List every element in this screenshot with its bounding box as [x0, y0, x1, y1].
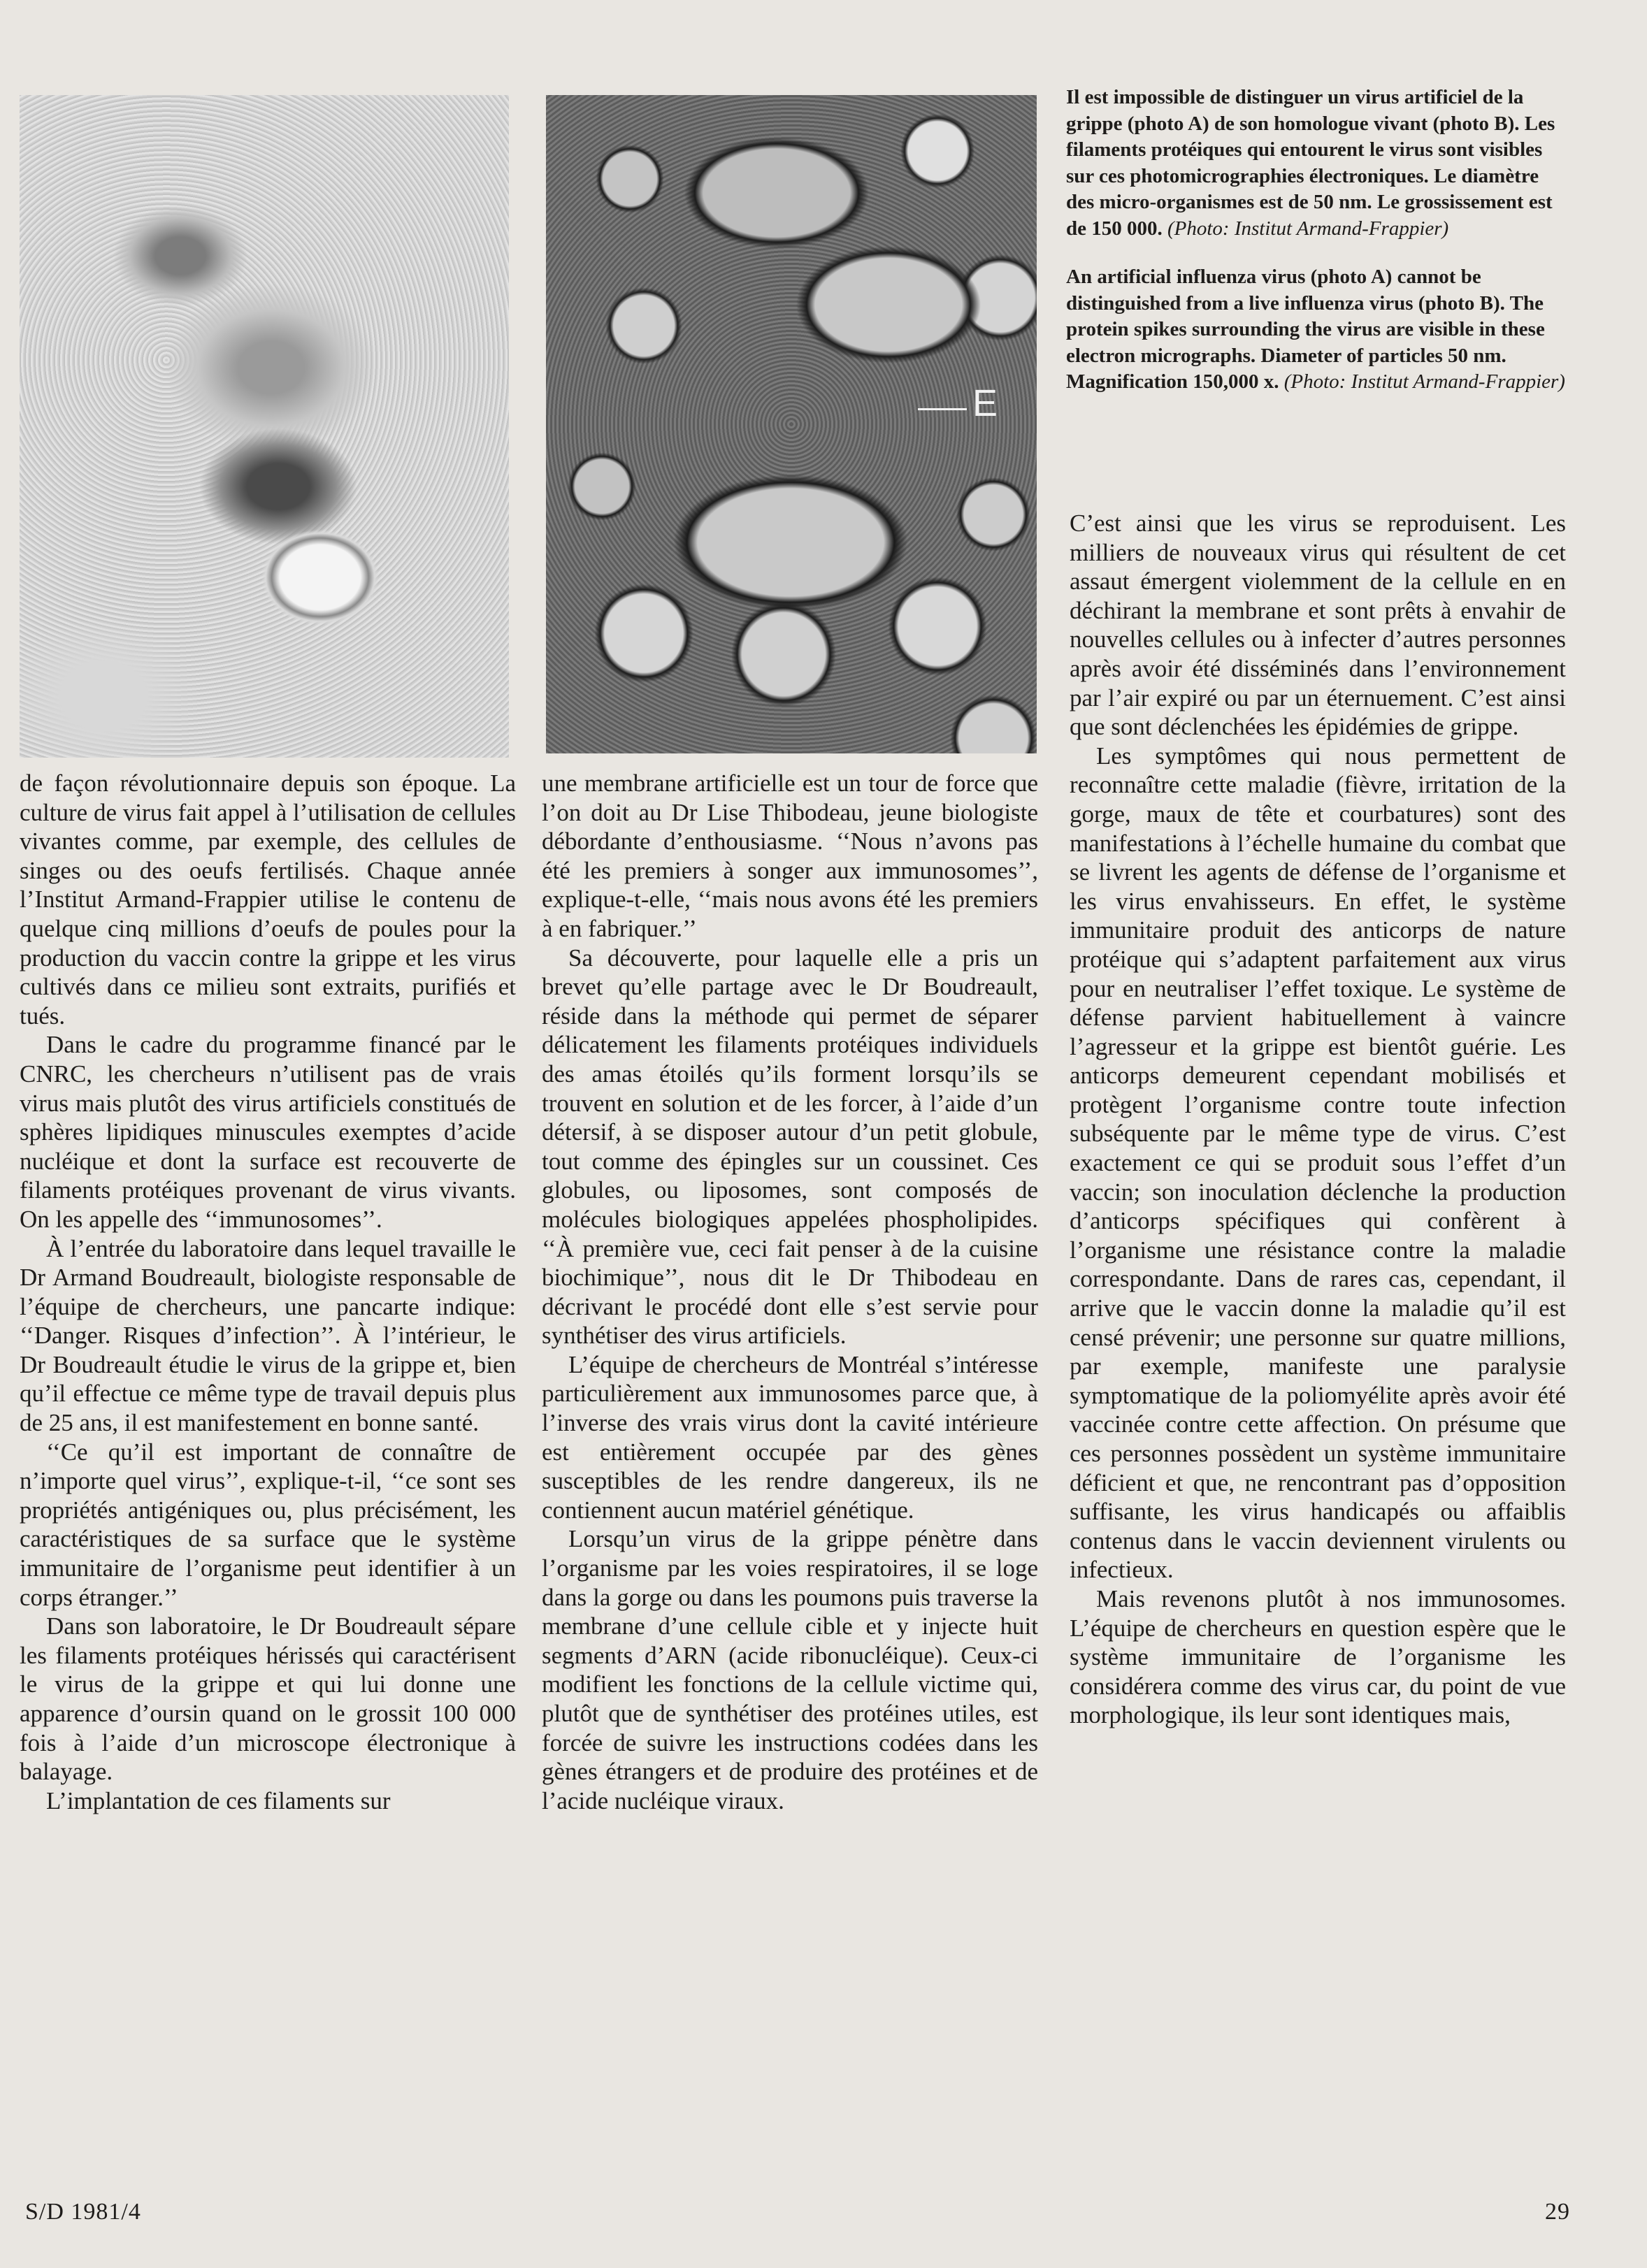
paragraph: ‘‘Ce qu’il est important de connaître de n’importe quel virus’’, explique-t-il, ‘‘ce sont ses propriétés antigéniques ou, plus précisément, les caractéristiques de sa surface que le système immunitaire de l’organisme peut identifier à un corps étranger.’’ — [20, 1438, 516, 1611]
caption-english-credit: (Photo: Institut Armand-Frappier) — [1283, 370, 1565, 393]
paragraph: L’implantation de ces filaments sur — [46, 1786, 391, 1814]
body-column-3 — [1070, 509, 1566, 1730]
photo-a-artificial-virus-micrograph — [20, 95, 509, 758]
paragraph: Sa découverte, pour laquelle elle a pris un brevet qu’elle partage avec le Dr Boudreault, réside dans la méthode qui permet de séparer délicatement les filaments protéiques individuels des amas étoilés qu’ils forment lorsqu’ils se trouvent en solution et de les forcer, à l’aide d’un détersif, à se disposer autour d’un petit globule, tout comme des épingles sur un coussinet. Ces globules, ou liposomes, sont composés de molécules biologiques appelées phospholipides. ‘‘À première vue, ceci fait penser à de la cuisine biochimique’’, nous dit le Dr Thibodeau en décrivant le procédé dont elle s’est servie pour synthétiser des virus artificiels. — [542, 944, 1038, 1350]
paragraph: Mais revenons plutôt à nos immunosomes. L’équipe de chercheurs en question espère que le système immunitaire de l’organisme les considérera comme des virus car, du point de vue morphologique, ils leur sont identiques mais, — [1070, 1584, 1566, 1729]
page-number: 29 — [1545, 2199, 1570, 2225]
paragraph: de façon révolutionnaire depuis son époque. La culture de virus fait appel à l’utilisation de cellules vivantes comme, par exemple, des cellules de singes ou des oeufs fertilisés. Chaque année l’Institut Armand-Frappier utilise le contenu de quelque cinq millions d’oeufs de poules pour la production du vaccin contre la grippe et les virus cultivés dans ce milieu sont extraits, purifiés et tués. — [20, 770, 516, 1030]
caption-english — [1066, 264, 1568, 396]
photo-captions — [1066, 85, 1568, 396]
paragraph: Dans le cadre du programme financé par le CNRC, les chercheurs n’utilisent pas de vrais virus mais plutôt des virus artificiels constitués de sphères lipidiques minuscules exemptes d’acide nucléique et dont la surface est recouverte de filaments protéiques provenant de virus vivants. On les appelle des ‘‘immunosomes’’. — [20, 1031, 516, 1233]
photo-label-pointer — [918, 408, 967, 410]
issue-folio: S/D 1981/4 — [25, 2199, 141, 2225]
paragraph: L’équipe de chercheurs de Montréal s’intéresse particulièrement aux immunosomes parce que, à l’inverse des vrais virus dont la cavité intérieure est entièrement occupée par des gènes susceptibles de les rendre dangereux, ils ne contiennent aucun matériel génétique. — [542, 1350, 1038, 1524]
paragraph: une membrane artificielle est un tour de force que l’on doit au Dr Lise Thibodeau, jeune biologiste débordante d’enthousiasme. ‘‘Nous n’avons pas été les premiers à songer aux immunosomes’’, explique-t-elle, ‘‘mais nous avons été les premiers à en fabriquer.’’ — [542, 770, 1038, 942]
body-column-1 — [20, 769, 516, 1815]
caption-french-credit: (Photo: Institut Armand-Frappier) — [1167, 217, 1449, 240]
body-column-2 — [542, 769, 1038, 1815]
paragraph: Lorsqu’un virus de la grippe pénètre dans l’organisme par les voies respiratoires, il se loge dans la gorge ou dans les poumons puis traverse la membrane d’une cellule cible et y injecte huit segments d’ARN (acide ribonucléique). Ceux-ci modifient les fonctions de la cellule victime qui, plutôt que de synthétiser des protéines utiles, est forcée de suivre les instructions codées dans les gènes étrangers et de produire des protéines et de l’acide nucléique viraux. — [542, 1525, 1038, 1814]
photo-b-live-virus-micrograph — [546, 95, 1037, 753]
paragraph: C’est ainsi que les virus se reproduisent. Les milliers de nouveaux virus qui résultent de cet assaut émergent violemment de la cellule en en déchirant la membrane et sont prêts à envahir de nouvelles cellules ou à infecter d’autres personnes après avoir été disséminés dans l’environnement par l’air expiré ou par un éternuement. C’est ainsi que sont déclenchées les épidémies de grippe. — [1070, 510, 1566, 741]
paragraph: À l’entrée du laboratoire dans lequel travaille le Dr Armand Boudreault, biologiste responsable de l’équipe de chercheurs, une pancarte indique: ‘‘Danger. Risques d’infection’’. À l’intérieur, le Dr Boudreault étudie le virus de la grippe et, bien qu’il effectue ce même type de travail depuis plus de 25 ans, il est manifestement en bonne santé. — [20, 1234, 516, 1437]
caption-french-text: Il est impossible de distinguer un virus artificiel de la grippe (photo A) de son homologue vivant (photo B). Les filaments protéiques qui entourent le virus sont visibles sur ces photomicrographies électroniques. Le diamètre des micro-organismes est de 50 nm. Le grossissement est de 150 000. — [1066, 86, 1555, 240]
caption-english-text: An artificial influenza virus (photo A) cannot be distinguished from a live influenza virus (photo B). The protein spikes surrounding the virus are visible in these electron micrographs. Diameter of particles 50 nm. Magnification 150,000 x. — [1066, 266, 1545, 393]
caption-french — [1066, 85, 1568, 242]
photo-label-e: E — [972, 382, 998, 424]
paragraph: Dans son laboratoire, le Dr Boudreault sépare les filaments protéiques hérissés qui caractérisent le virus de la grippe et qui lui donne une apparence d’oursin quand on le grossit 100 000 fois à l’aide d’un microscope électronique à balayage. — [20, 1612, 516, 1786]
paragraph: Les symptômes qui nous permettent de reconnaître cette maladie (fièvre, irritation de la gorge, maux de tête et courbatures) sont des manifestations à l’échelle humaine du combat que se livrent les agents de défense de l’organisme et les virus envahisseurs. En effet, le système immunitaire produit des anticorps de nature protéique qui s’adaptent parfaitement aux virus pour en neutraliser l’effet toxique. Le système de défense parvient habituellement à vaincre l’agresseur et la grippe est bientôt guérie. Les anticorps demeurent cependant mobilisés et protègent l’organisme contre toute infection subséquente par le même type de virus. C’est exactement ce qui se produit sous l’effet d’un vaccin; son inoculation déclenche la production d’anticorps spécifiques qui confèrent à l’organisme une résistance contre la maladie correspondante. Dans de rares cas, cependant, il arrive que le vaccin donne la maladie qu’il est censé prévenir; une personne sur quatre millions, par exemple, manifeste une paralysie symptomatique de la poliomyélite après avoir été vaccinée contre cette affection. On présume que ces personnes possèdent un système immunitaire déficient et que, ne rencontrant pas d’opposition suffisante, les virus handicapés ou affaiblis contenus dans le vaccin deviennent virulents ou infectieux. — [1070, 742, 1566, 1584]
